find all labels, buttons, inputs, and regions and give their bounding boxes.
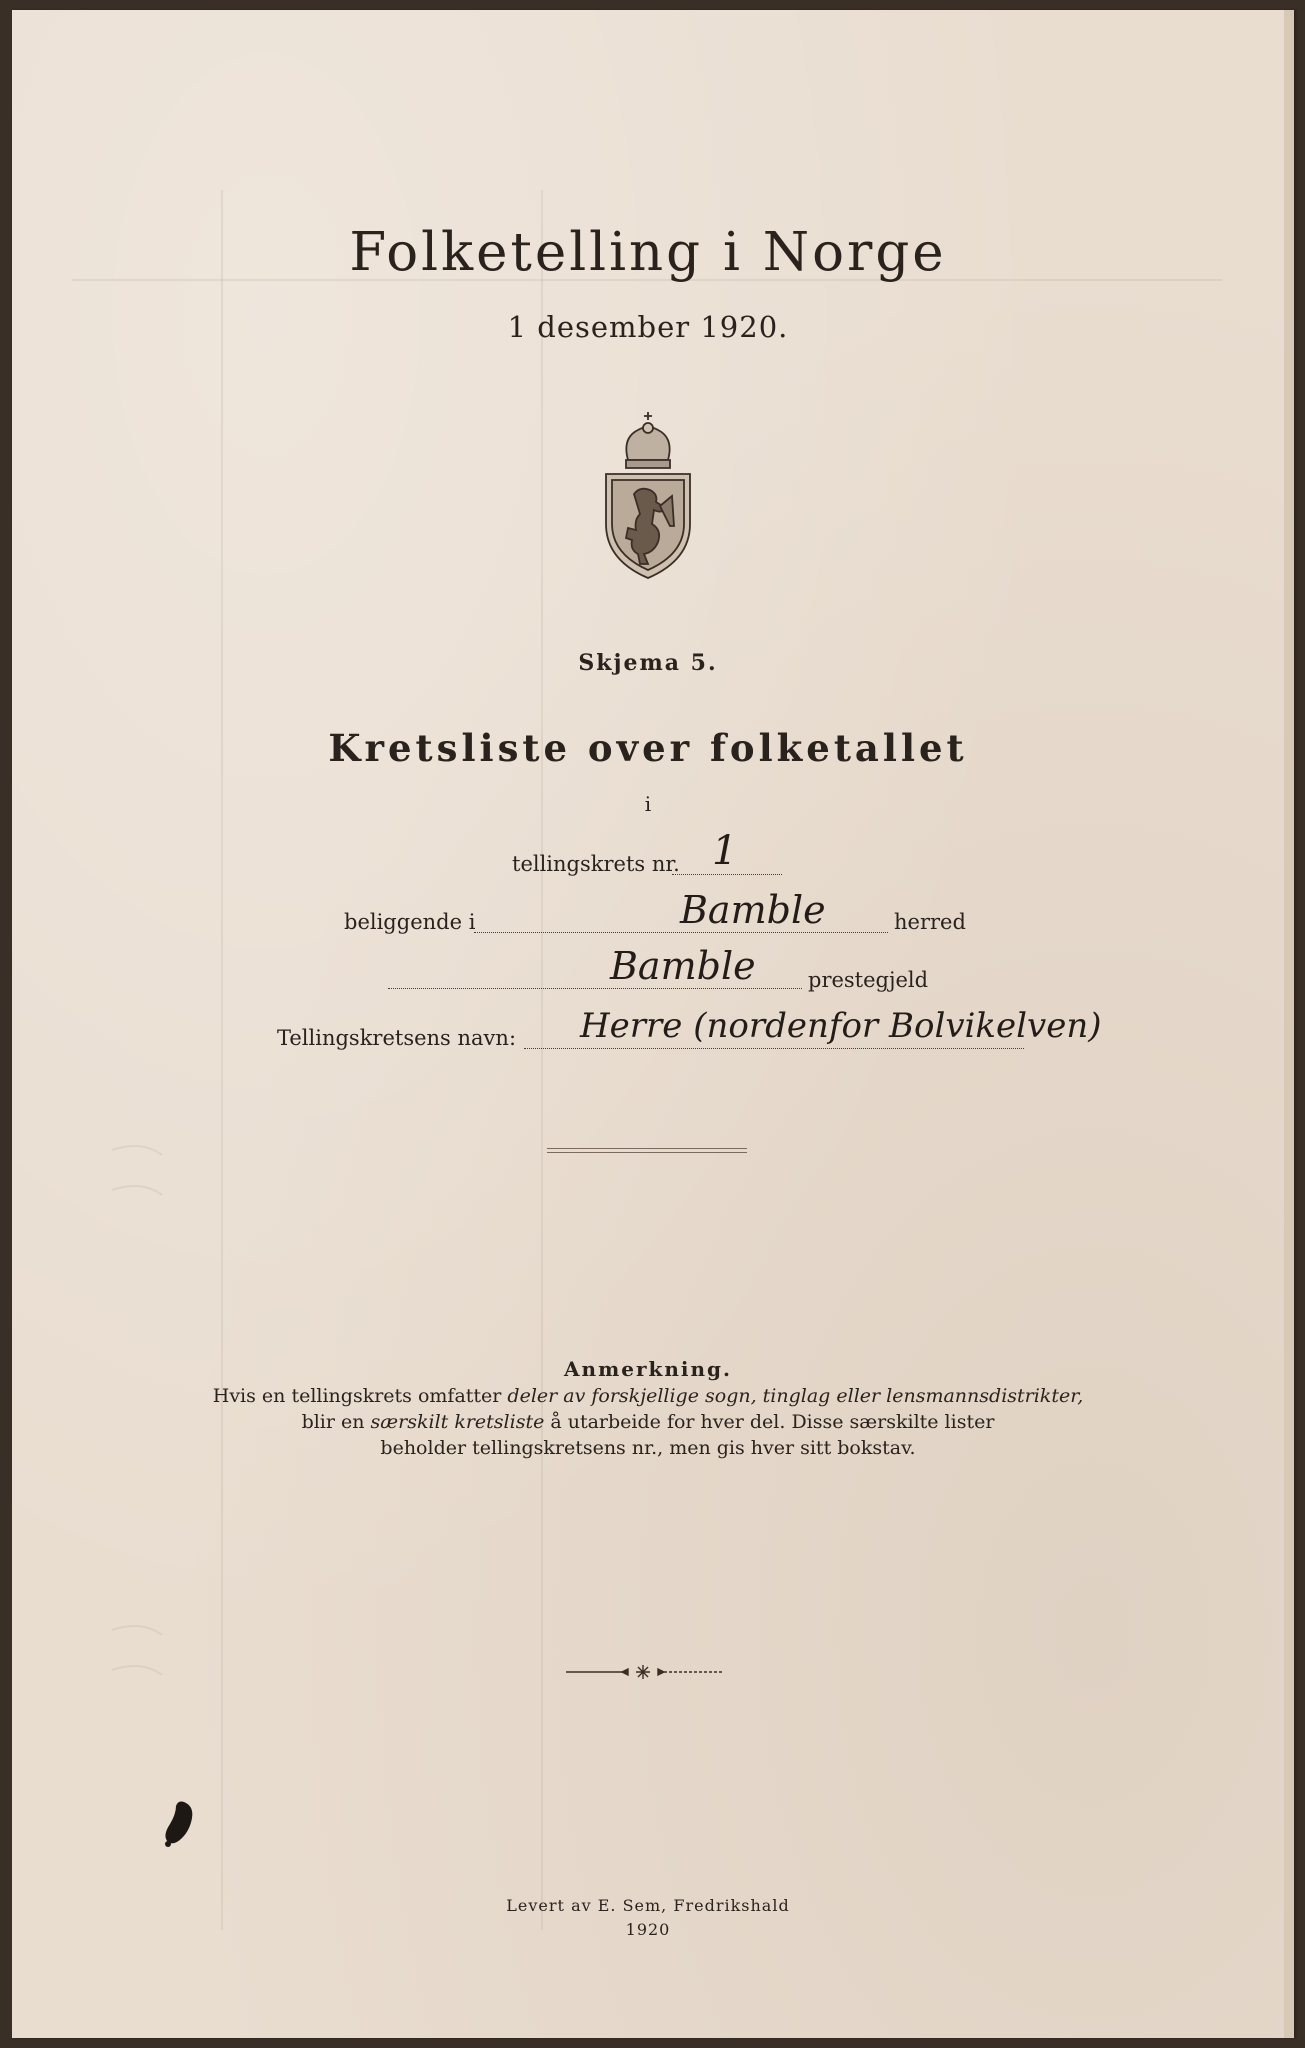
document-title: Folketelling i Norge	[349, 222, 947, 283]
krets-name-label: Tellingskretsens navn:	[277, 1026, 517, 1050]
remark-line-3: beholder tellingskretsens nr., men gis hver sitt bokstav.	[380, 1437, 916, 1459]
krets-number-value: 1	[712, 828, 738, 874]
remark-line-1-italic: deler av forskjellige sogn, tinglag eller lensmannsdistrikter,	[507, 1385, 1084, 1407]
beliggende-value: Bamble	[680, 888, 826, 932]
remark-line-2-plain: blir en	[301, 1411, 371, 1433]
separator-line-bottom	[547, 1152, 747, 1153]
prestegjeld-value: Bamble	[610, 944, 756, 988]
beliggende-label: beliggende i	[344, 910, 476, 934]
remark-line-1	[12, 1385, 1284, 1407]
remark-line-1-plain: Hvis en tellingskrets omfatter	[212, 1385, 508, 1407]
krets-name-value: Herre (nordenfor Bolvikelven)	[580, 1006, 1102, 1046]
ornament-divider-icon	[564, 1662, 724, 1682]
remark-line-2-rest: å utarbeide for hver del. Disse særskilte lister	[544, 1411, 995, 1433]
remark-line-2	[12, 1411, 1284, 1433]
schema-number: Skjema 5.	[578, 650, 718, 676]
prestegjeld-label: prestegjeld	[808, 968, 929, 992]
norwegian-coat-of-arms-icon	[598, 408, 698, 580]
form-heading: Kretsliste over folketallet	[328, 726, 968, 770]
beliggende-line	[474, 932, 888, 933]
conjunction-i: i	[644, 792, 652, 816]
ink-stain-icon	[162, 1800, 202, 1850]
census-form-page	[12, 10, 1294, 2038]
prestegjeld-line	[388, 988, 802, 989]
printer-line-2: 1920	[625, 1920, 671, 1939]
herred-label: herred	[894, 910, 966, 934]
krets-number-label: tellingskrets nr.	[512, 852, 680, 876]
separator-line-top	[547, 1148, 747, 1149]
krets-number-line	[672, 874, 782, 875]
remark-title: Anmerkning.	[564, 1357, 732, 1381]
printer-line-1: Levert av E. Sem, Fredrikshald	[506, 1896, 790, 1915]
remark-line-2-italic: særskilt kretsliste	[370, 1411, 545, 1433]
census-date: 1 desember 1920.	[507, 310, 789, 344]
krets-name-line	[524, 1048, 1024, 1049]
